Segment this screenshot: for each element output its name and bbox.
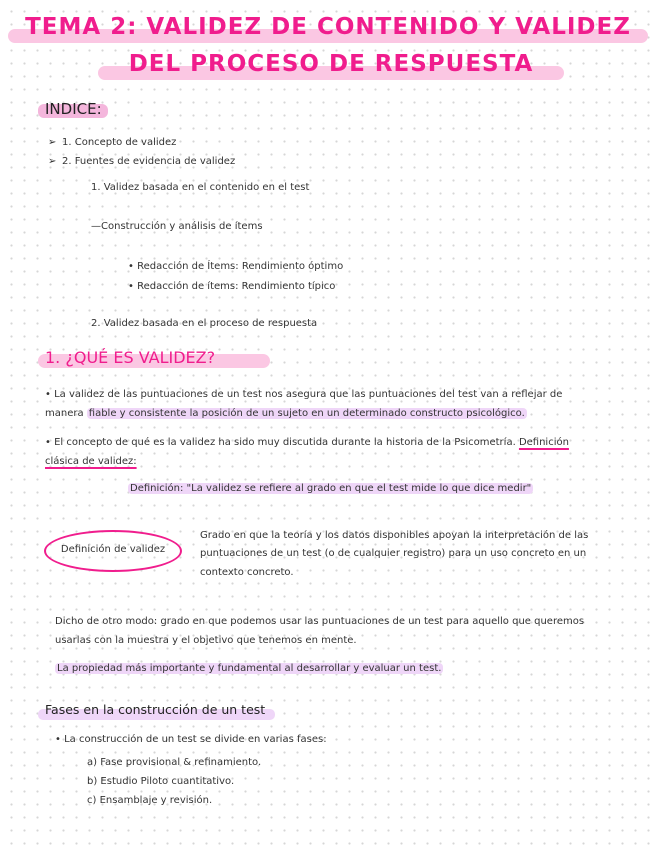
section1-p2-line2-underlined: clásica de validez: bbox=[45, 456, 137, 467]
index-sub1a-item-2 bbox=[128, 281, 335, 292]
property-line bbox=[55, 659, 443, 678]
index-item-2-label: 2. Fuentes de evidencia de validez bbox=[62, 156, 236, 167]
index-sub2: 2. Validez basada en el proceso de respuesta bbox=[91, 318, 318, 329]
definition-circle-label: Definición de validez bbox=[60, 544, 166, 555]
property-line-text: La propiedad más importante y fundamental al desarrollar y evaluar un test. bbox=[57, 663, 442, 674]
section1-p2-line1-underlined: Definición bbox=[518, 437, 569, 448]
section1-p1-line2 bbox=[45, 404, 527, 423]
section1-p2-line1-plain: • El concepto de qué es la validez ha sido muy discutida durante la historia de la Psicometría. bbox=[45, 437, 516, 448]
definition-quote-text: Definición: "La validez se refiere al grado en que el test mide lo que dice medir" bbox=[130, 483, 532, 494]
section1-p2-line2 bbox=[45, 452, 137, 471]
section1-p1-line2-plain: manera bbox=[45, 408, 87, 419]
section1-p1-line1: • La validez de las puntuaciones de un test nos asegura que las puntuaciones del test van a reflejar de bbox=[45, 389, 563, 400]
phases-item-a: a) Fase provisional & refinamiento. bbox=[87, 757, 262, 768]
other-line-2: usarlas con la muestra y el objetivo que tenemos en mente. bbox=[55, 635, 357, 646]
page-title-line2: DEL PROCESO DE RESPUESTA bbox=[128, 51, 534, 77]
phases-item-b: b) Estudio Piloto cuantitativo. bbox=[87, 776, 235, 787]
definition-line-2: puntuaciones de un test (o de cualquier registro) para un uso concreto en un bbox=[200, 548, 587, 559]
section1-p2-line1 bbox=[45, 433, 569, 452]
section1-p1-line2-highlight: fiable y consistente la posición de un sujeto en un determinado constructo psicológico. bbox=[88, 408, 525, 419]
page-title-line1: TEMA 2: VALIDEZ DE CONTENIDO Y VALIDEZ bbox=[25, 14, 631, 40]
index-sub1a-item-2-label: Redacción de ítems: Rendimiento típico bbox=[137, 281, 336, 292]
index-item-2 bbox=[48, 156, 235, 167]
index-sub1: 1. Validez basada en el contenido en el test bbox=[91, 182, 310, 193]
arrow-bullet-icon: ➢ bbox=[48, 156, 57, 167]
index-heading: INDICE: bbox=[45, 100, 102, 118]
index-sub1a bbox=[91, 221, 263, 232]
definition-quote bbox=[128, 479, 533, 498]
phases-item-c: c) Ensamblaje y revisión. bbox=[87, 795, 213, 806]
index-sub1a-label: Construcción y análisis de ítems bbox=[101, 221, 263, 232]
bullet-icon: • bbox=[128, 281, 138, 292]
bullet-icon: • bbox=[128, 261, 138, 272]
definition-line-1: Grado en que la teoría y los datos disponibles apoyan la interpretación de las bbox=[200, 530, 589, 541]
phases-intro: • La construcción de un test se divide en varias fases: bbox=[55, 734, 327, 745]
arrow-bullet-icon: ➢ bbox=[48, 137, 57, 148]
index-sub1a-item-1-label: Redacción de Ítems: Rendimiento óptimo bbox=[137, 261, 344, 272]
section1-heading: 1. ¿QUÉ ES VALIDEZ? bbox=[45, 348, 216, 367]
dash-icon: — bbox=[91, 221, 101, 232]
definition-line-3: contexto concreto. bbox=[200, 567, 294, 578]
index-item-1 bbox=[48, 137, 176, 148]
phases-heading: Fases en la construcción de un test bbox=[45, 702, 266, 717]
index-item-1-label: 1. Concepto de validez bbox=[62, 137, 177, 148]
other-line-1: Dicho de otro modo: grado en que podemos usar las puntuaciones de un test para aquello que queremos bbox=[55, 616, 585, 627]
index-sub1a-item-1 bbox=[128, 261, 343, 272]
